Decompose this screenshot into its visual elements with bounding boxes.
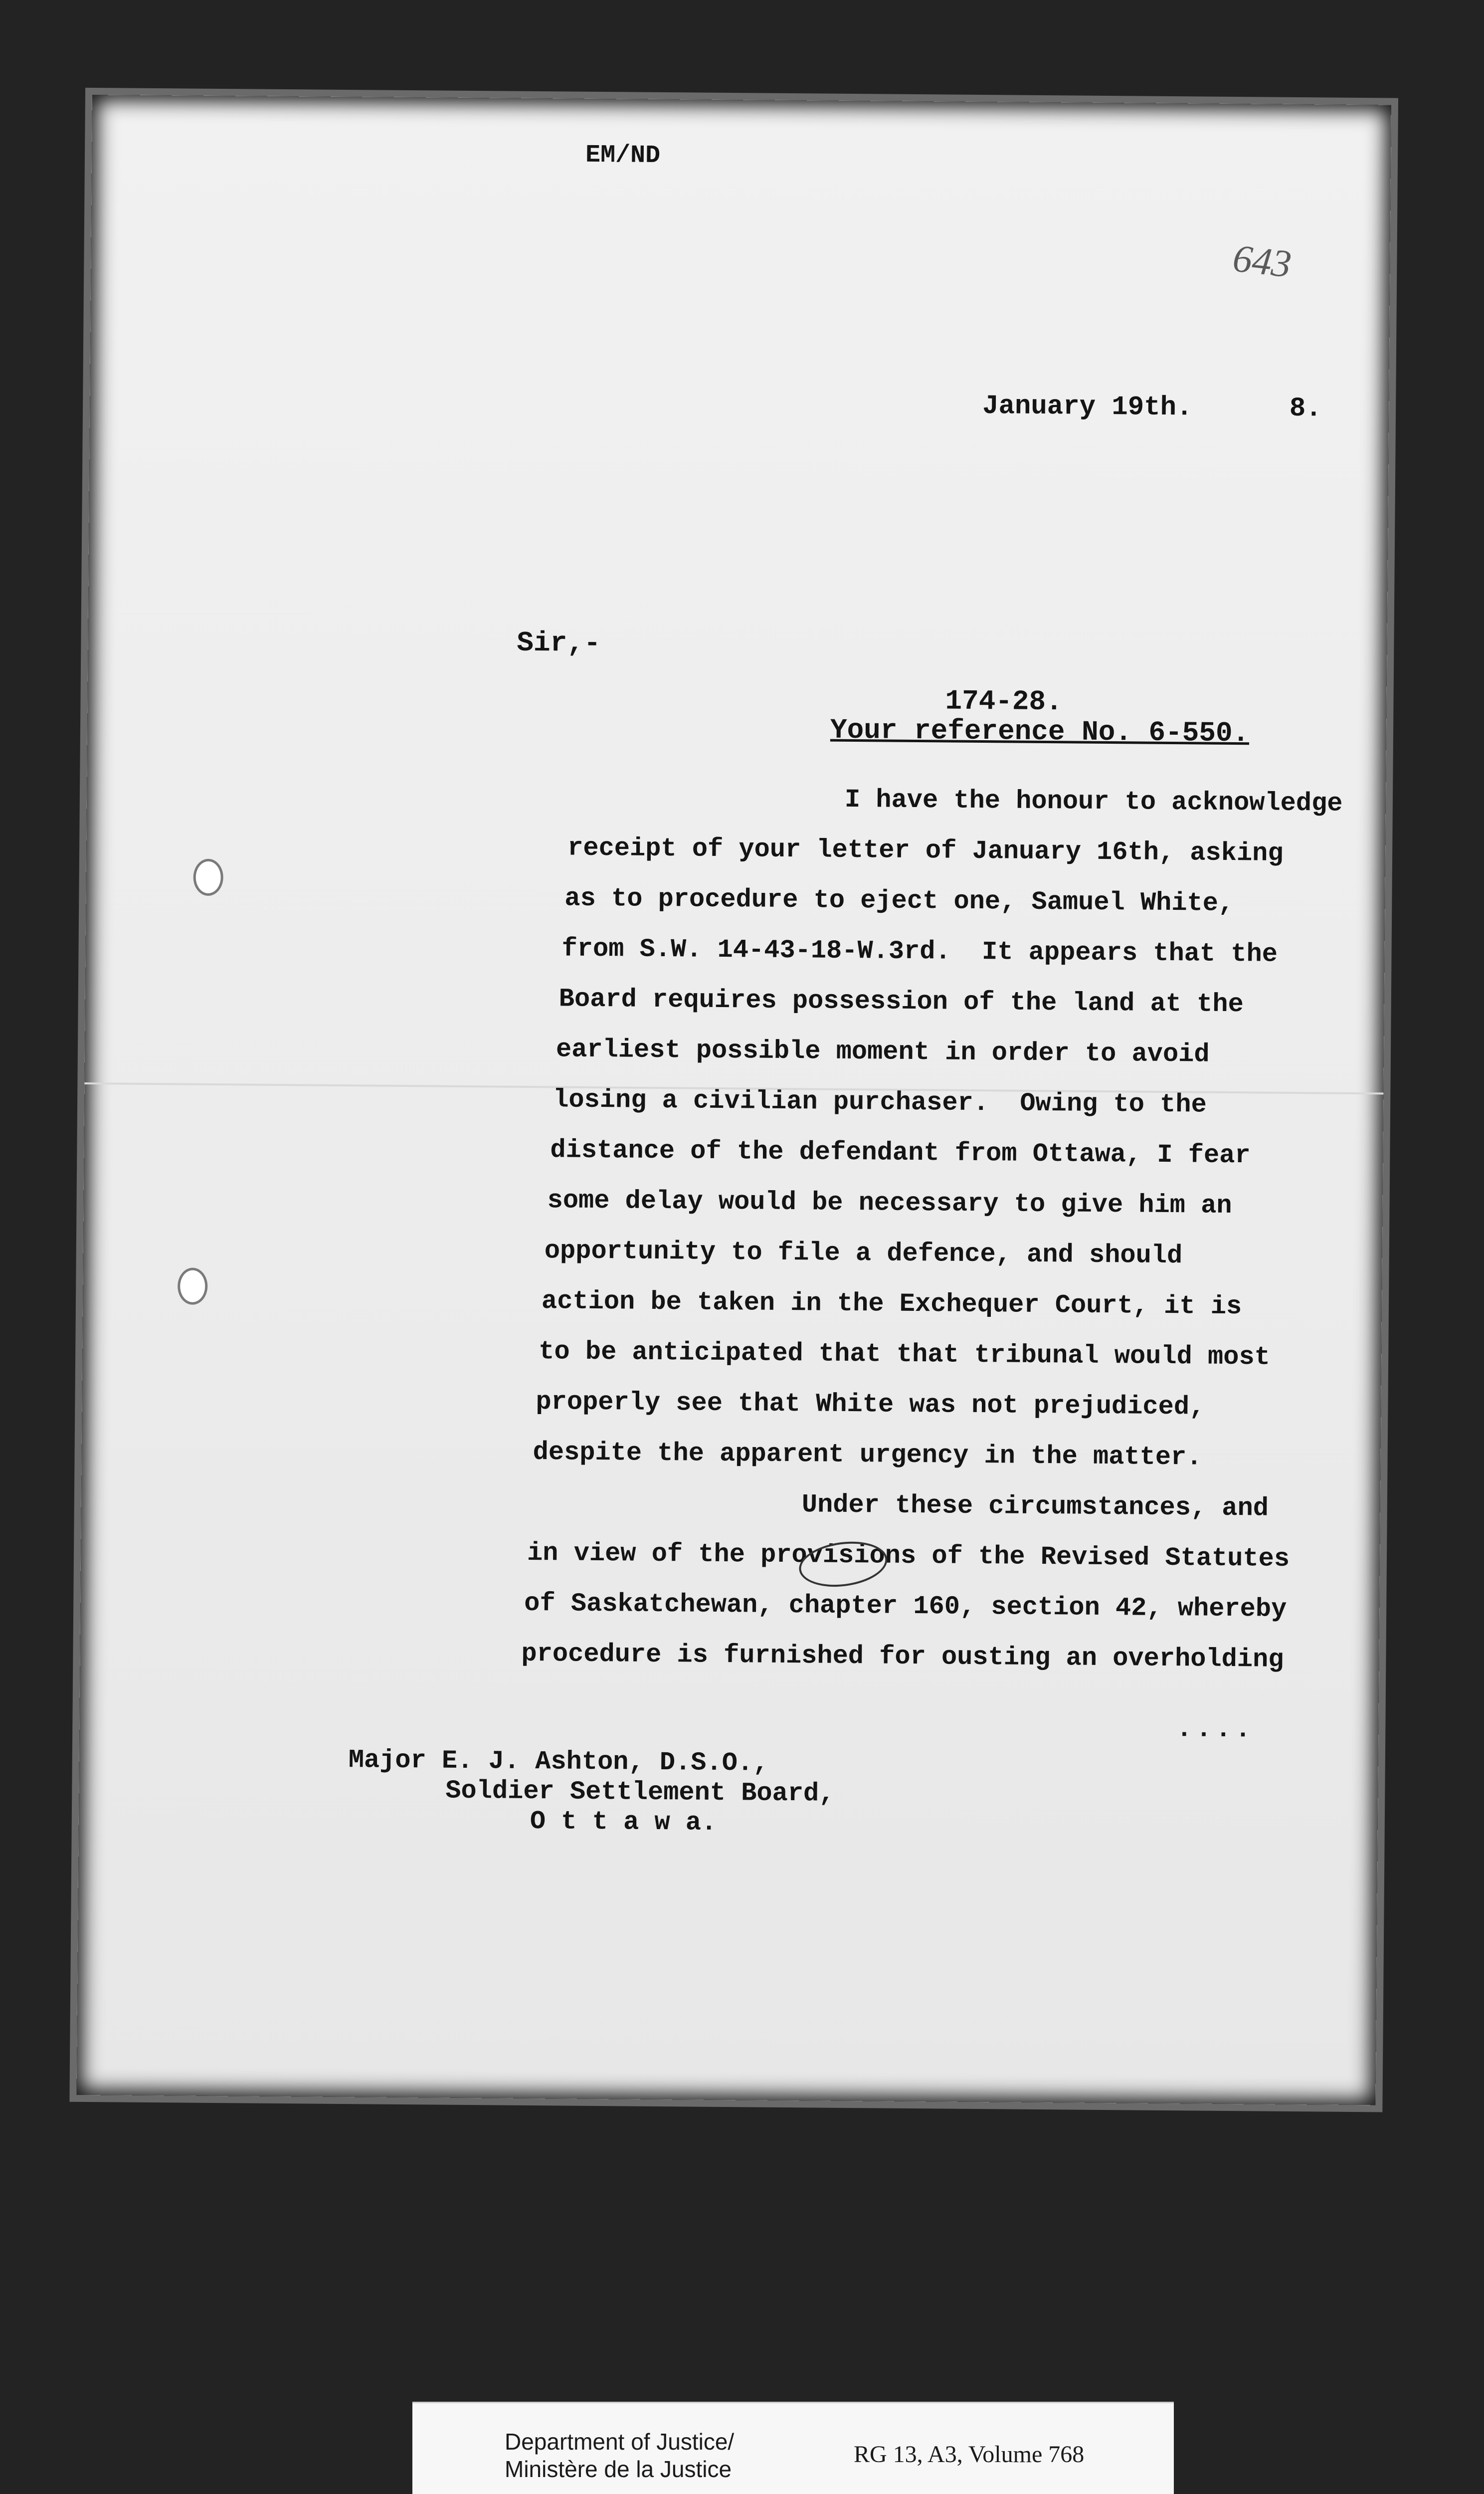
body-line: I have the honour to acknowledge <box>844 785 1343 819</box>
body-line: losing a civilian purchaser. Owing to the <box>553 1085 1207 1120</box>
body-line: procedure is furnished for ousting an overholding <box>521 1639 1284 1674</box>
body-line: receipt of your letter of January 16th, asking <box>567 833 1284 868</box>
file-number: 174-28. <box>945 685 1063 718</box>
addressee-organization: Soldier Settlement Board, <box>445 1776 835 1809</box>
department-french: Ministère de la Justice <box>505 2456 732 2482</box>
record-group-reference: RG 13, A3, Volume 768 <box>854 2441 1085 2468</box>
body-line: distance of the defendant from Ottawa, I fear <box>550 1135 1251 1171</box>
letter-page <box>77 95 1391 2105</box>
body-line: action be taken in the Exchequer Court, it is <box>541 1286 1242 1322</box>
body-line: some delay would be necessary to give him an <box>547 1186 1232 1221</box>
punch-hole <box>193 859 223 896</box>
body-line: Under these circumstances, and <box>801 1490 1269 1523</box>
body-line: earliest possible moment in order to avoid <box>556 1035 1210 1069</box>
continued-marker: .... <box>1176 1714 1255 1745</box>
body-line: despite the apparent urgency in the matter. <box>533 1438 1202 1472</box>
archive-reference-label <box>412 2402 1174 2494</box>
body-line: to be anticipated that that tribunal would most <box>539 1337 1271 1372</box>
punch-hole <box>178 1267 208 1304</box>
body-line: as to procedure to eject one, Samuel White, <box>564 883 1234 919</box>
salutation: Sir,- <box>517 626 601 660</box>
your-reference: Your reference No. 6-550. <box>830 714 1250 750</box>
body-line: Board requires possession of the land at the <box>558 984 1244 1020</box>
body-line: from S.W. 14-43-18-W.3rd. It appears that the <box>561 934 1278 969</box>
body-line: of Saskatchewan, chapter 160, section 42, whereby <box>524 1588 1287 1624</box>
department-english: Department of Justice/ <box>505 2429 735 2455</box>
typist-initials: EM/ND <box>585 141 661 170</box>
addressee-name: Major E. J. Ashton, D.S.O., <box>348 1745 769 1778</box>
body-line: properly see that White was not prejudiced, <box>536 1387 1205 1422</box>
letter-date: January 19th. 8. <box>982 391 1322 424</box>
folio-number: 643 <box>1230 236 1294 286</box>
body-line: opportunity to file a defence, and should <box>544 1236 1183 1271</box>
addressee-city: O t t a w a. <box>530 1807 717 1838</box>
body-line: in view of the provisions of the Revised Statutes <box>527 1538 1290 1574</box>
